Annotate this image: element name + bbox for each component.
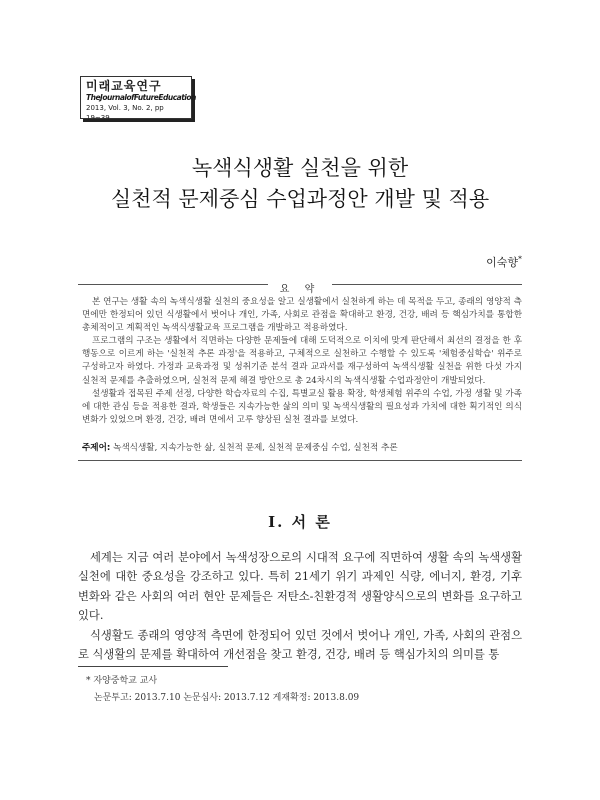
journal-volume-info: 2013, Vol. 3, No. 2, pp 19~39	[86, 104, 164, 122]
abstract-heading-wrap	[0, 277, 600, 296]
section-body	[78, 548, 522, 664]
paper-title-line1: 녹색식생활 실천을 위한	[191, 156, 409, 180]
author-footnote-mark: *	[518, 254, 522, 264]
abstract-paragraph: 프로그램의 구조는 생활에서 직면하는 다양한 문제들에 대해 도덕적으로 이치에 맞게 판단해서 최선의 결정을 한 후 행동으로 이르게 하는 '실천적 추론 과정'을 적용하고, 구체적으로 실천하고 수행할 수 있도록 '체험중심학습' 위주로 구성하고자 하였다. 가정과 교육과정 및 성취기준 분석 결과 교과서를 재구성하여 녹색식생활 실천을 위한 다섯 가지 실천적 문제를 추출하였으며, 실천적 문제 해결 방안으로 총 24차시의 녹색식생활 수업과정안이 개발되었다.	[82, 336, 522, 386]
journal-name: 미래교육연구	[86, 79, 162, 93]
author-name-text: 이숙향	[486, 256, 518, 269]
keywords-list: 녹색식생활, 지속가능한 삶, 실천적 문제, 실천적 문제중심 수업, 실천적 추론	[113, 443, 398, 453]
abstract-paragraph: 설생활과 접목된 주제 선정, 다양한 학습자료의 수집, 특별교실 활용 확장, 학생체험 위주의 수업, 가정 생활 및 가족에 대한 관심 등을 적용한 결과, 학생들은 지속가능한 삶의 의미 및 녹색식생활의 필요성과 가치에 대한 획기적인 의식 변화가 있었으며 환경, 건강, 배려 면에서 고루 향상된 실천 결과를 보였다.	[82, 388, 522, 425]
section-heading: Ⅰ. 서 론	[268, 513, 332, 531]
abstract-heading: 요 약	[268, 284, 333, 295]
abstract-paragraph: 본 연구는 생활 속의 녹색식생활 실천의 중요성을 알고 실생활에서 실천하게 하는 데 목적을 두고, 종래의 영양적 측면에만 한정되어 있던 식생활에서 벗어나 개인, 가족, 사회로 관점을 확대하고 환경, 건강, 배려 등 핵심가치를 통합한 총체적이고 계획적인 녹색식생활교육 프로그램을 개발하고 적용하였다.	[82, 297, 522, 334]
keywords-label: 주제어:	[82, 443, 111, 453]
footnote-rule	[78, 666, 228, 667]
paper-title-line2: 실천적 문제중심 수업과정안 개발 및 적용	[110, 187, 490, 211]
author-name	[486, 254, 522, 270]
body-paragraph: 식생활도 종래의 영양적 측면에 한정되어 있던 것에서 벗어나 개인, 가족, 사회의 관점으로 식생활의 문제를 확대하여 개선점을 찾고 환경, 건강, 배려 등 핵심가치의 의미를 통	[78, 628, 522, 662]
abstract-bottom-rule	[78, 460, 522, 461]
footnote	[86, 673, 526, 707]
footnote-affiliation: * 자양중학교 교사	[86, 676, 158, 686]
keywords	[82, 441, 522, 453]
journal-english-name: TheJournalofFutureEducation	[86, 93, 196, 102]
journal-header-box	[80, 76, 196, 122]
footnote-dates: 논문투고: 2013.7.10 논문심사: 2013.7.12 게재확정: 2013.8.09	[94, 693, 360, 703]
abstract-body	[82, 296, 522, 427]
body-paragraph: 세계는 지금 여러 분야에서 녹색성장으로의 시대적 요구에 직면하여 생활 속의 녹색생활 실천에 대한 중요성을 강조하고 있다. 특히 21세기 위기 과제인 식량, 에너지, 환경, 기후 변화와 같은 사회의 여러 현안 문제들은 저탄소-친환경적 생활양식으로의 변화를 요구하고 있다.	[78, 551, 522, 623]
